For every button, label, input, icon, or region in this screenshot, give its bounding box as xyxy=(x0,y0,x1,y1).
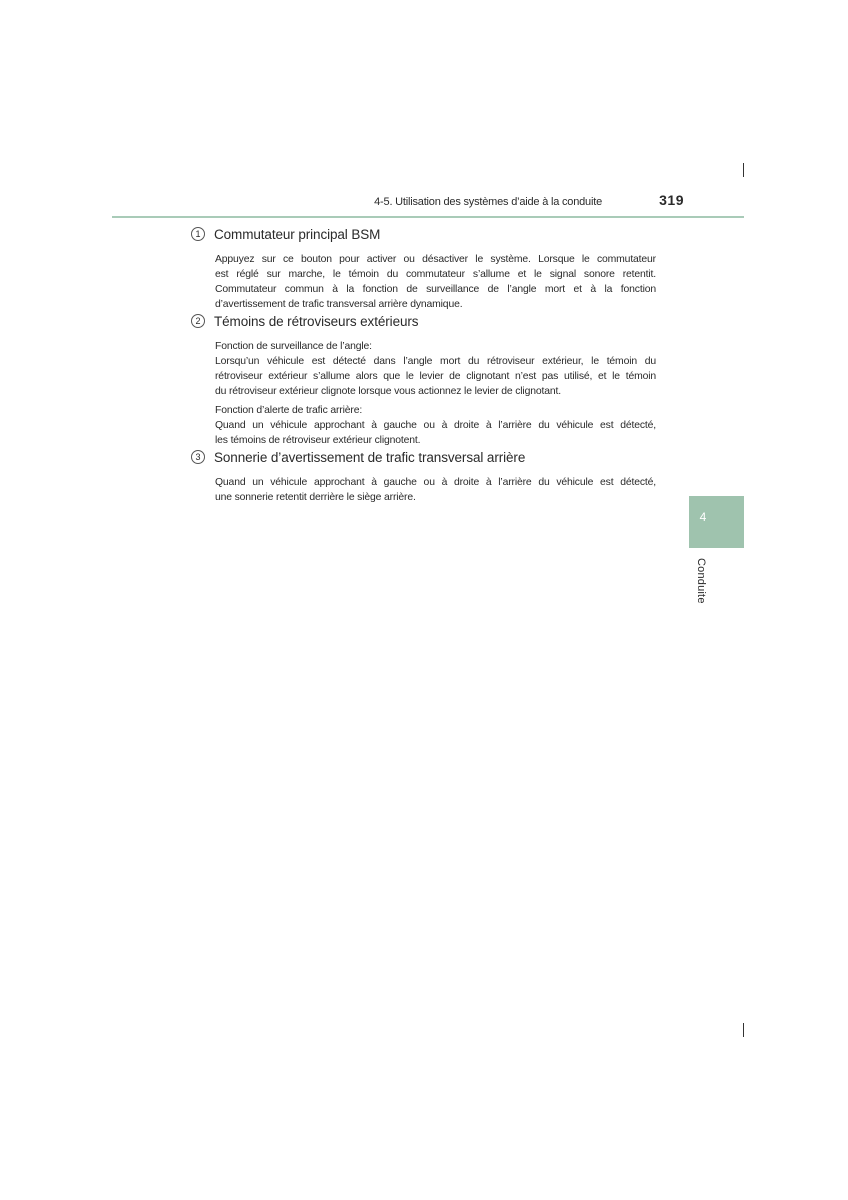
text-line: Commutateur commun à la fonction de surveillance de l’angle mort et à la fonction xyxy=(215,284,656,295)
circled-number-3-icon: 3 xyxy=(191,450,205,464)
circled-number-2-icon: 2 xyxy=(191,314,205,328)
item-paragraph xyxy=(215,339,656,399)
text-line: Fonction de surveillance de l’angle: xyxy=(215,341,372,352)
item-paragraph xyxy=(215,403,656,448)
item-2 xyxy=(191,312,661,448)
item-title: Commutateur principal BSM xyxy=(214,226,381,242)
item-paragraph xyxy=(215,475,656,505)
header-rule xyxy=(112,216,744,218)
item-1 xyxy=(191,225,661,312)
item-title: Sonnerie d’avertissement de trafic transversal arrière xyxy=(214,449,526,465)
text-line: est réglé sur marche, le témoin du commutateur s’allume et le signal sonore retentit. xyxy=(215,269,656,280)
text-line: Lorsqu’un véhicule est détecté dans l’angle mort du rétroviseur extérieur, le témoin du xyxy=(215,356,656,367)
crop-mark-top xyxy=(743,163,744,177)
page-number: 319 xyxy=(659,192,684,208)
chapter-tab-label: Conduite xyxy=(695,558,707,604)
text-line: du rétroviseur extérieur clignote lorsque vous actionnez le levier de clignotant. xyxy=(215,386,561,397)
chapter-tab-number: 4 xyxy=(699,510,707,524)
text-line: Quand un véhicule approchant à gauche ou à droite à l’arrière du véhicule est détecté, xyxy=(215,477,656,488)
crop-mark-bottom xyxy=(743,1023,744,1037)
text-line: les témoins de rétroviseur extérieur clignotent. xyxy=(215,435,421,446)
text-line: Fonction d’alerte de trafic arrière: xyxy=(215,405,363,416)
text-line: Quand un véhicule approchant à gauche ou à droite à l’arrière du véhicule est détecté, xyxy=(215,420,656,431)
text-line: Appuyez sur ce bouton pour activer ou désactiver le système. Lorsque le commutateur xyxy=(215,254,656,265)
text-line: une sonnerie retentit derrière le siège arrière. xyxy=(215,492,416,503)
item-paragraph xyxy=(215,252,656,312)
item-title: Témoins de rétroviseurs extérieurs xyxy=(214,313,419,329)
text-line: d’avertissement de trafic transversal arrière dynamique. xyxy=(215,299,463,310)
item-3 xyxy=(191,448,661,505)
circled-number-1-icon: 1 xyxy=(191,227,205,241)
section-header-title: 4-5. Utilisation des systèmes d’aide à la conduite xyxy=(374,196,602,208)
chapter-tab xyxy=(689,496,744,548)
text-line: rétroviseur extérieur s’allume alors que le levier de clignotant n’est pas utilisé, et le témoin xyxy=(215,371,656,382)
